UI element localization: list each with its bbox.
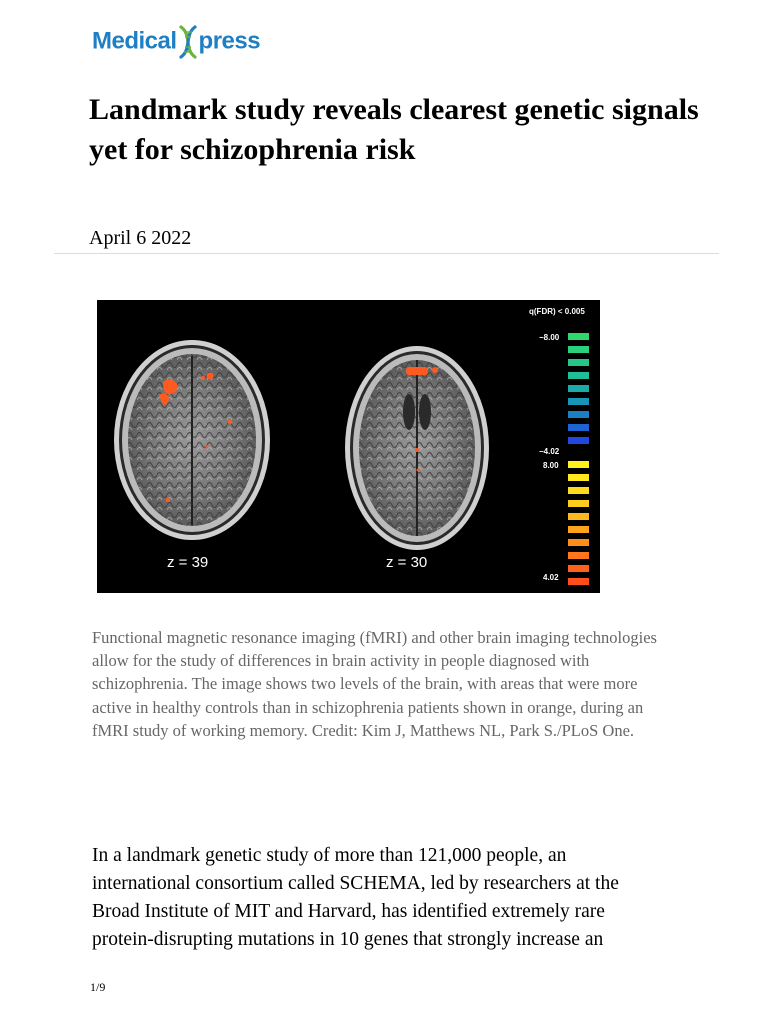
logo-text-medical: Medical: [92, 27, 177, 55]
colorbar-label-bottom-negative: −4.02: [539, 447, 560, 456]
colorbar-label-bottom-positive: 4.02: [543, 573, 559, 582]
logo-text-press: press: [198, 27, 261, 55]
z-label-left: z = 39: [167, 554, 209, 571]
z-label-right: z = 30: [386, 554, 428, 571]
article-date: April 6 2022: [89, 227, 192, 249]
figure-caption: Functional magnetic resonance imaging (fMRI) and other brain imaging technologies allow for the study of differences in brain activity in people diagnosed with schizophrenia. The image shows two levels of the brain, with areas that were more active in healthy controls than in schizophrenia patients shown in orange, during an fMRI study of working memory. Credit: Kim J, Matthews NL, Park S./PLoS One.: [92, 628, 657, 740]
dna-x-icon: [178, 25, 198, 59]
brain-slice-right: [345, 346, 489, 550]
fmri-brain-image: [97, 300, 600, 593]
fmri-brain-figure: [97, 300, 600, 593]
page-number: 1/9: [90, 980, 106, 994]
header-divider: [54, 253, 719, 254]
article-body-paragraph: In a landmark genetic study of more than 121,000 people, an international consortium called SCHEMA, led by researchers at the Broad Institute of MIT and Harvard, has identified extremely rare protein-disrupting mutations in 10 genes that strongly increase an: [92, 845, 619, 950]
colorbar-label-top-negative: −8.00: [539, 333, 560, 342]
brain-slice-left: [114, 340, 270, 540]
article-headline: Landmark study reveals clearest genetic signals yet for schizophrenia risk: [89, 93, 699, 166]
colorbar: [568, 333, 589, 585]
medicalxpress-logo[interactable]: [92, 24, 260, 60]
colorbar-title: q(FDR) < 0.005: [529, 307, 585, 316]
colorbar-label-top-positive: 8.00: [543, 461, 559, 470]
